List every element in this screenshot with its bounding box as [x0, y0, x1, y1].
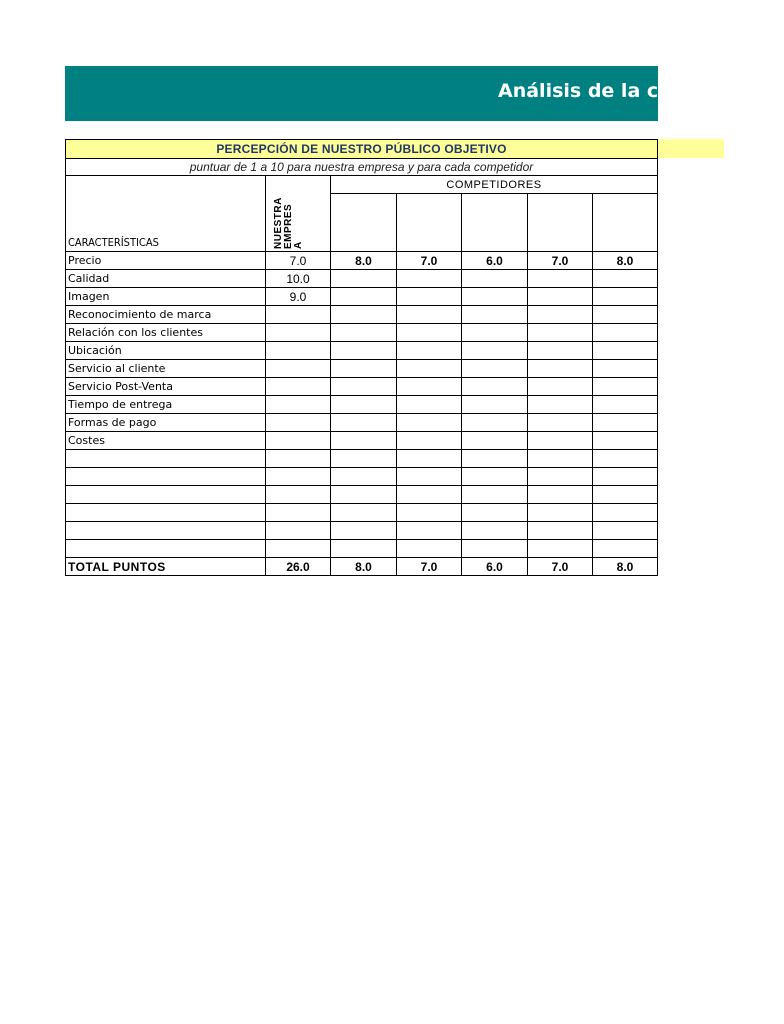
competitor-score-cell[interactable]	[331, 270, 397, 288]
our-score-cell[interactable]	[266, 450, 331, 468]
competitor-score-cell[interactable]	[462, 378, 528, 396]
characteristic-label: Servicio al cliente	[66, 360, 266, 378]
competitor-score-cell[interactable]	[397, 468, 462, 486]
competitor-score-cell[interactable]	[397, 450, 462, 468]
characteristic-label: Precio	[66, 252, 266, 270]
competitor-score-cell[interactable]	[593, 432, 658, 450]
table-row	[66, 540, 658, 558]
competitor-score-cell[interactable]	[331, 324, 397, 342]
our-score-cell[interactable]	[266, 486, 331, 504]
title-fill-extension	[658, 139, 724, 158]
competitor-score-cell[interactable]	[397, 360, 462, 378]
table-row	[66, 378, 658, 396]
competitor-score-cell[interactable]	[593, 324, 658, 342]
competitor-score-cell[interactable]	[462, 324, 528, 342]
characteristic-label: Imagen	[66, 288, 266, 306]
our-score-cell[interactable]: 10.0	[266, 270, 331, 288]
competitor-score-cell[interactable]	[462, 486, 528, 504]
our-score-cell[interactable]	[266, 504, 331, 522]
competitor-score-cell[interactable]	[331, 540, 397, 558]
competitor-header-cell[interactable]	[331, 194, 397, 252]
our-score-cell[interactable]	[266, 306, 331, 324]
our-score-cell[interactable]	[266, 342, 331, 360]
characteristic-label	[66, 468, 266, 486]
competitor-score-cell[interactable]	[462, 450, 528, 468]
competitor-score-cell[interactable]	[528, 396, 593, 414]
competitor-score-cell[interactable]	[462, 288, 528, 306]
competitor-score-cell[interactable]	[593, 414, 658, 432]
table-row	[66, 522, 658, 540]
competitor-header-cell[interactable]	[593, 194, 658, 252]
characteristic-label	[66, 504, 266, 522]
competitor-score-cell[interactable]	[331, 414, 397, 432]
table-row	[66, 450, 658, 468]
characteristic-label: Servicio Post-Venta	[66, 378, 266, 396]
our-total-cell: 26.0	[266, 558, 331, 576]
characteristics-header: CARACTERÍSTICAS	[66, 176, 266, 252]
competitor-score-cell[interactable]	[593, 486, 658, 504]
competitor-score-cell[interactable]	[462, 342, 528, 360]
competitor-score-cell[interactable]	[397, 396, 462, 414]
table-row	[66, 468, 658, 486]
competitor-score-cell[interactable]	[528, 486, 593, 504]
competitor-score-cell[interactable]: 6.0	[462, 252, 528, 270]
competitor-score-cell[interactable]	[331, 486, 397, 504]
competitor-score-cell[interactable]	[397, 324, 462, 342]
competitor-score-cell[interactable]	[528, 414, 593, 432]
competitor-score-cell[interactable]	[593, 540, 658, 558]
competitor-score-cell[interactable]	[331, 450, 397, 468]
competitor-total-cell: 6.0	[462, 558, 528, 576]
competitor-header-cell[interactable]	[397, 194, 462, 252]
competitor-score-cell[interactable]: 8.0	[331, 252, 397, 270]
competitor-total-cell: 7.0	[397, 558, 462, 576]
table-row	[66, 486, 658, 504]
competitor-header-cell[interactable]	[528, 194, 593, 252]
characteristic-label	[66, 540, 266, 558]
competitor-score-cell[interactable]	[528, 540, 593, 558]
competitor-score-cell[interactable]	[462, 522, 528, 540]
competitor-score-cell[interactable]	[528, 288, 593, 306]
table-row	[66, 306, 658, 324]
competitor-score-cell[interactable]	[462, 270, 528, 288]
table-row	[66, 252, 658, 270]
competitor-score-cell[interactable]	[528, 432, 593, 450]
competitor-score-cell[interactable]	[462, 360, 528, 378]
competitor-score-cell[interactable]	[331, 504, 397, 522]
our-score-cell[interactable]	[266, 468, 331, 486]
competitor-score-cell[interactable]	[528, 522, 593, 540]
competitor-score-cell[interactable]: 7.0	[528, 252, 593, 270]
competitor-score-cell[interactable]	[593, 468, 658, 486]
competitor-score-cell[interactable]	[397, 486, 462, 504]
table-row	[66, 324, 658, 342]
competitor-score-cell[interactable]	[331, 432, 397, 450]
characteristic-label: Tiempo de entrega	[66, 396, 266, 414]
table-row	[66, 342, 658, 360]
competitor-score-cell[interactable]	[593, 450, 658, 468]
our-score-cell[interactable]	[266, 324, 331, 342]
competitor-score-cell[interactable]	[331, 468, 397, 486]
competitor-total-cell: 7.0	[528, 558, 593, 576]
competitor-score-cell[interactable]	[331, 396, 397, 414]
competitor-score-cell[interactable]	[528, 342, 593, 360]
table-subtitle: puntuar de 1 a 10 para nuestra empresa y para cada competidor	[66, 159, 658, 176]
competitor-total-cell: 8.0	[593, 558, 658, 576]
page-title: Análisis de la competencia	[498, 80, 784, 102]
competitor-score-cell[interactable]	[528, 468, 593, 486]
competitor-score-cell[interactable]	[593, 360, 658, 378]
competitor-score-cell[interactable]	[528, 360, 593, 378]
competitor-score-cell[interactable]	[593, 378, 658, 396]
total-label: TOTAL PUNTOS	[66, 558, 266, 576]
competitor-score-cell[interactable]	[528, 378, 593, 396]
our-score-cell[interactable]	[266, 378, 331, 396]
our-score-cell[interactable]	[266, 396, 331, 414]
competitor-score-cell[interactable]	[462, 468, 528, 486]
competitor-score-cell[interactable]	[528, 504, 593, 522]
table-row	[66, 504, 658, 522]
table-title: PERCEPCIÓN DE NUESTRO PÚBLICO OBJETIVO	[66, 140, 658, 159]
characteristic-label	[66, 450, 266, 468]
competitor-score-cell[interactable]	[593, 504, 658, 522]
characteristic-label	[66, 522, 266, 540]
table-row	[66, 432, 658, 450]
competitor-score-cell[interactable]	[397, 306, 462, 324]
competitor-score-cell[interactable]	[397, 270, 462, 288]
our-company-header	[266, 176, 331, 252]
our-score-cell[interactable]: 9.0	[266, 288, 331, 306]
competitor-score-cell[interactable]	[593, 396, 658, 414]
characteristic-label: Reconocimiento de marca	[66, 306, 266, 324]
our-score-cell[interactable]	[266, 414, 331, 432]
table-row	[66, 270, 658, 288]
competitor-score-cell[interactable]	[397, 504, 462, 522]
competitor-score-cell[interactable]	[593, 522, 658, 540]
table-row	[66, 288, 658, 306]
our-score-cell[interactable]	[266, 522, 331, 540]
table-row	[66, 396, 658, 414]
characteristic-label	[66, 486, 266, 504]
our-score-cell[interactable]	[266, 540, 331, 558]
competitor-score-cell[interactable]	[593, 288, 658, 306]
our-score-cell[interactable]	[266, 432, 331, 450]
competitor-score-cell[interactable]	[462, 432, 528, 450]
competitor-score-cell[interactable]	[462, 396, 528, 414]
competitor-total-cell: 8.0	[331, 558, 397, 576]
our-company-label: NUESTRA EMPRES A	[273, 197, 304, 249]
characteristic-label: Formas de pago	[66, 414, 266, 432]
competitor-score-cell[interactable]	[331, 288, 397, 306]
competitor-score-cell[interactable]	[397, 288, 462, 306]
competitor-score-cell[interactable]	[593, 270, 658, 288]
characteristic-label: Relación con los clientes	[66, 324, 266, 342]
competitor-score-cell[interactable]	[462, 306, 528, 324]
table-row	[66, 414, 658, 432]
total-row	[66, 558, 658, 576]
competitor-score-cell[interactable]	[397, 378, 462, 396]
competitor-score-cell[interactable]	[593, 306, 658, 324]
competitor-score-cell[interactable]	[331, 306, 397, 324]
competitor-score-cell[interactable]	[397, 540, 462, 558]
competitor-score-cell[interactable]: 7.0	[397, 252, 462, 270]
competitors-header: COMPETIDORES	[331, 176, 658, 194]
header-banner	[65, 66, 784, 121]
our-score-cell[interactable]: 7.0	[266, 252, 331, 270]
competitor-header-cell[interactable]	[462, 194, 528, 252]
competitor-score-cell[interactable]	[397, 342, 462, 360]
competitor-score-cell[interactable]	[331, 522, 397, 540]
characteristic-label: Costes	[66, 432, 266, 450]
competitor-score-cell[interactable]	[462, 414, 528, 432]
competitor-score-cell[interactable]	[528, 324, 593, 342]
our-score-cell[interactable]	[266, 360, 331, 378]
characteristic-label: Ubicación	[66, 342, 266, 360]
competitor-score-cell[interactable]	[528, 450, 593, 468]
characteristic-label: Calidad	[66, 270, 266, 288]
table-row	[66, 360, 658, 378]
competitor-score-cell[interactable]	[331, 342, 397, 360]
competitor-score-cell[interactable]	[462, 540, 528, 558]
competitor-score-cell[interactable]	[397, 432, 462, 450]
competitor-score-cell[interactable]	[593, 342, 658, 360]
perception-table	[65, 139, 658, 576]
competitor-score-cell[interactable]	[462, 504, 528, 522]
competitor-score-cell[interactable]	[397, 522, 462, 540]
competitor-score-cell[interactable]	[331, 360, 397, 378]
competitor-score-cell[interactable]	[528, 270, 593, 288]
competitor-score-cell[interactable]	[528, 306, 593, 324]
competitor-score-cell[interactable]: 8.0	[593, 252, 658, 270]
competitor-score-cell[interactable]	[397, 414, 462, 432]
competitor-score-cell[interactable]	[331, 378, 397, 396]
